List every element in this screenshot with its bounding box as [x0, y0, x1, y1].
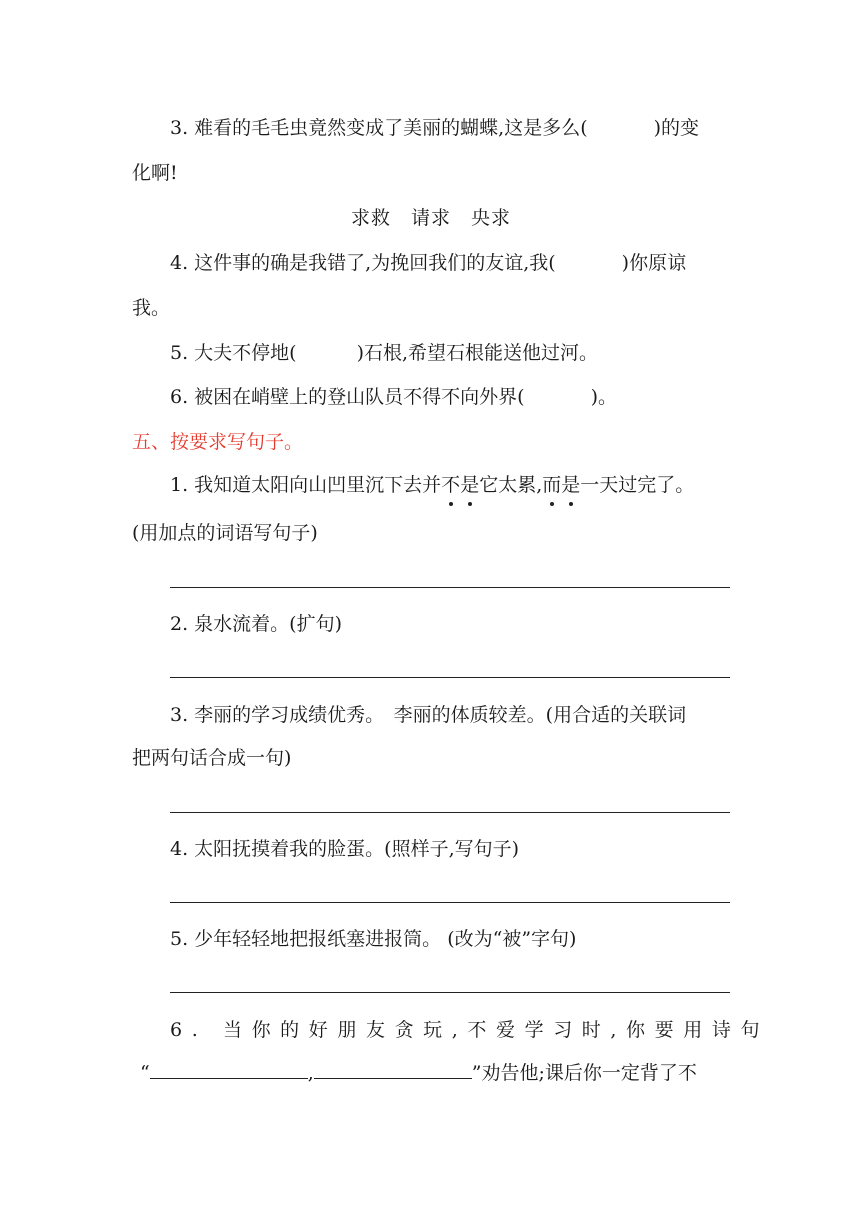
answer-line[interactable]: [170, 587, 730, 588]
task-6-line-2: “ , ”劝告他;课后你一定背了不: [140, 1062, 697, 1084]
answer-line[interactable]: [170, 992, 730, 993]
task-1-instruction: (用加点的词语写句子): [132, 522, 318, 544]
answer-line[interactable]: [170, 677, 730, 678]
emphasis-dot-char: 不: [441, 474, 461, 496]
question-3-line-1: 3. 难看的毛毛虫竟然变成了美丽的蝴蝶,这是多么( )的变: [170, 117, 700, 139]
task-5: 5. 少年轻轻地把报纸塞进报筒。 (改为“被”字句): [170, 928, 577, 950]
task-1-line-1: 1. 我知道太阳向山凹里沉下去并不是它太累,而是一天过完了。: [170, 474, 695, 496]
emphasis-dot-char: 是: [561, 474, 581, 496]
answer-line[interactable]: [170, 812, 730, 813]
task-2: 2. 泉水流着。(扩句): [170, 613, 342, 635]
emphasis-dot-char: 是: [460, 474, 480, 496]
question-5: 5. 大夫不停地( )石根,希望石根能送他过河。: [170, 342, 599, 364]
task-6-line-1: 6. 当你的好朋友贪玩,不爱学习时,你要用诗句: [170, 1019, 770, 1041]
question-4-line-1: 4. 这件事的确是我错了,为挽回我们的友谊,我( )你原谅: [170, 252, 687, 274]
poem-blank-2[interactable]: [314, 1060, 472, 1079]
task-4: 4. 太阳抚摸着我的脸蛋。(照样子,写句子): [170, 838, 520, 860]
word-options: 求救 请求 央求: [350, 207, 511, 229]
task-3-line-2: 把两句话合成一句): [132, 747, 292, 769]
emphasis-dot-char: 而: [542, 474, 562, 496]
question-6: 6. 被困在峭壁上的登山队员不得不向外界( )。: [170, 386, 618, 408]
answer-line[interactable]: [170, 902, 730, 903]
task-3-line-1: 3. 李丽的学习成绩优秀。 李丽的体质较差。(用合适的关联词: [170, 704, 687, 726]
question-3-line-2: 化啊!: [132, 162, 178, 184]
poem-blank-1[interactable]: [150, 1060, 308, 1079]
section-heading: 五、按要求写句子。: [132, 431, 304, 453]
question-4-line-2: 我。: [132, 297, 171, 319]
